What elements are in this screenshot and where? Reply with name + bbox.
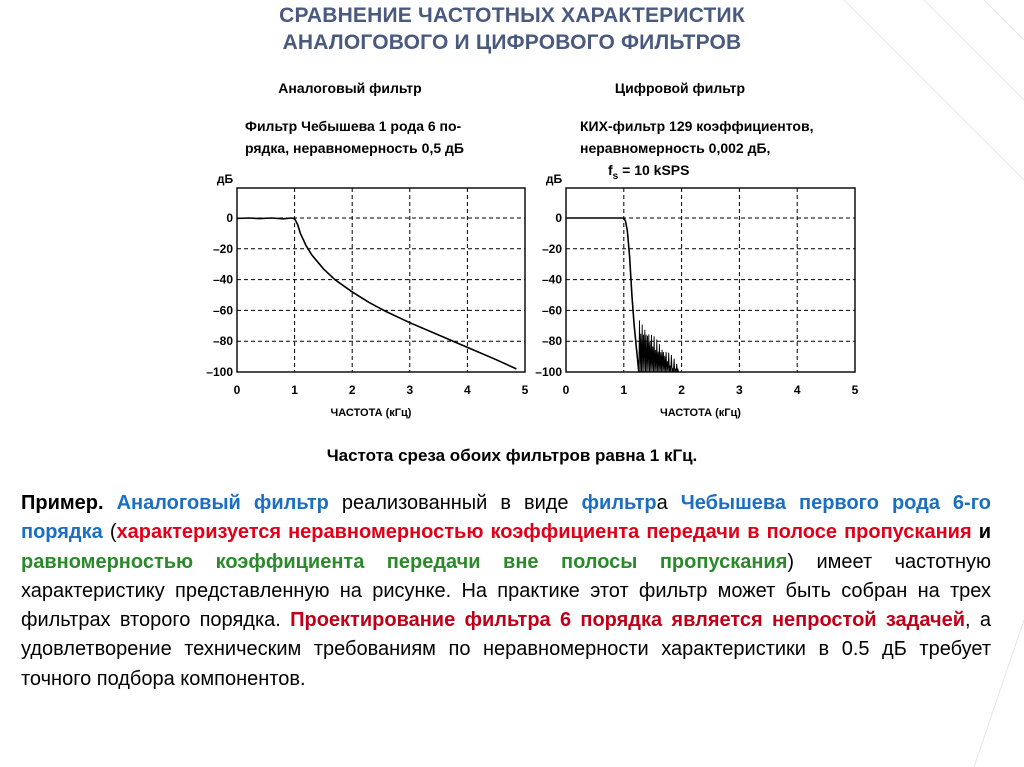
chart-0-xtick-label: 1 (291, 383, 298, 397)
chart-0-series-line (237, 218, 516, 369)
chart-0-ytick-label: 0 (226, 211, 233, 225)
chart-1-sample-rate: $f_s = 10$ kSPS (608, 162, 690, 182)
example-paragraph: Пример. Аналоговый фильтр реализованный в виде фильтра Чебышева первого рода 6-го порядка (характеризуется неравномерностью коэффициента передачи в полосе пропускания и равномерностью коэффициента передачи вне полосы пропускания) имеет частотную характеристику представленную на рисунке. На практике этот фильтр может быть собран на трех фильтрах второго порядка. Проектирование фильтра 6 порядка является непростой задачей, а удовлетворение техническим требованиям по неравномерности характеристики в 0.5 дБ требует точного подбора компонентов. (21, 492, 991, 690)
chart-1-title: Цифровой фильтр (614, 80, 746, 96)
chart-1-ytick-label: 0 (555, 211, 562, 225)
slide-title-line-2: АНАЛОГОВОГО И ЦИФРОВОГО ФИЛЬТРОВ (282, 31, 742, 54)
chart-0-xtick-label: 0 (233, 383, 241, 397)
chart-1-stopband-ripple (639, 320, 679, 372)
chart-0-ytick-label: –100 (206, 365, 233, 379)
example-label: Пример. (21, 492, 104, 514)
chart-0-ytick-label: –20 (212, 241, 233, 256)
chart-0-xtick-label: 4 (464, 383, 471, 397)
chebyshev-term: Чебышева первого рода 6-го порядка (21, 492, 991, 544)
chart-1-subtitle-line: КИХ-фильтр 129 коэффициентов, (580, 118, 814, 134)
chart-0-ytick-label: –60 (212, 303, 233, 318)
chart-0-ytick-label: –80 (212, 334, 233, 349)
chart-1-ytick-label: –100 (535, 365, 562, 379)
chart-1-xtick-label: 3 (736, 383, 743, 397)
chart-0-xtick-label: 2 (348, 383, 356, 397)
chart-0-xtick-label: 3 (406, 383, 414, 397)
passband-ripple-term: характеризуется неравномерностью коэффициента передачи в полосе пропускания (116, 521, 972, 544)
stopband-flat-term: равномерностью коэффициента передачи вне полосы пропускания (21, 550, 788, 573)
design-difficulty-term: Проектирование фильтра 6 порядка является непростой задачей (290, 609, 966, 632)
cutoff-caption: Частота среза обоих фильтров равна 1 кГц. (326, 446, 698, 465)
chart-1-ytick-label: –80 (541, 334, 562, 349)
chart-1-xlabel: ЧАСТОТА (кГц) (660, 407, 741, 419)
chart-1-xtick-label: 5 (851, 383, 859, 397)
chart-1-series-line (566, 218, 639, 372)
chart-0-title: Аналоговый фильтр (278, 80, 422, 96)
chart-0-ylabel: дБ (216, 172, 234, 186)
chart-1-ytick-label: –20 (541, 241, 562, 256)
chart-0-subtitle-line: рядка, неравномерность 0,5 дБ (245, 140, 464, 156)
chart-1-subtitle-line: неравномерность 0,002 дБ, (580, 140, 771, 156)
chart-1-xtick-label: 0 (562, 383, 570, 397)
chart-0-ytick-label: –40 (212, 272, 233, 287)
chart-0-xtick-label: 5 (521, 383, 529, 397)
chart-1-xtick-label: 1 (620, 383, 628, 397)
chart-1-ytick-label: –40 (541, 272, 562, 287)
chart-1-xtick-label: 2 (678, 383, 685, 397)
analog-filter-term: Аналоговый фильтр (116, 492, 329, 514)
slide-title-line-1: СРАВНЕНИЕ ЧАСТОТНЫХ ХАРАКТЕРИСТИК (279, 4, 745, 27)
chart-1-xtick-label: 4 (793, 383, 801, 397)
chart-0-xlabel: ЧАСТОТА (кГц) (330, 407, 412, 419)
chart-1-ylabel: дБ (545, 172, 563, 186)
chart-1-ytick-label: –60 (541, 303, 562, 318)
filter-term: фильтр (581, 492, 657, 514)
chart-0-subtitle-line: Фильтр Чебышева 1 рода 6 по- (245, 118, 462, 134)
